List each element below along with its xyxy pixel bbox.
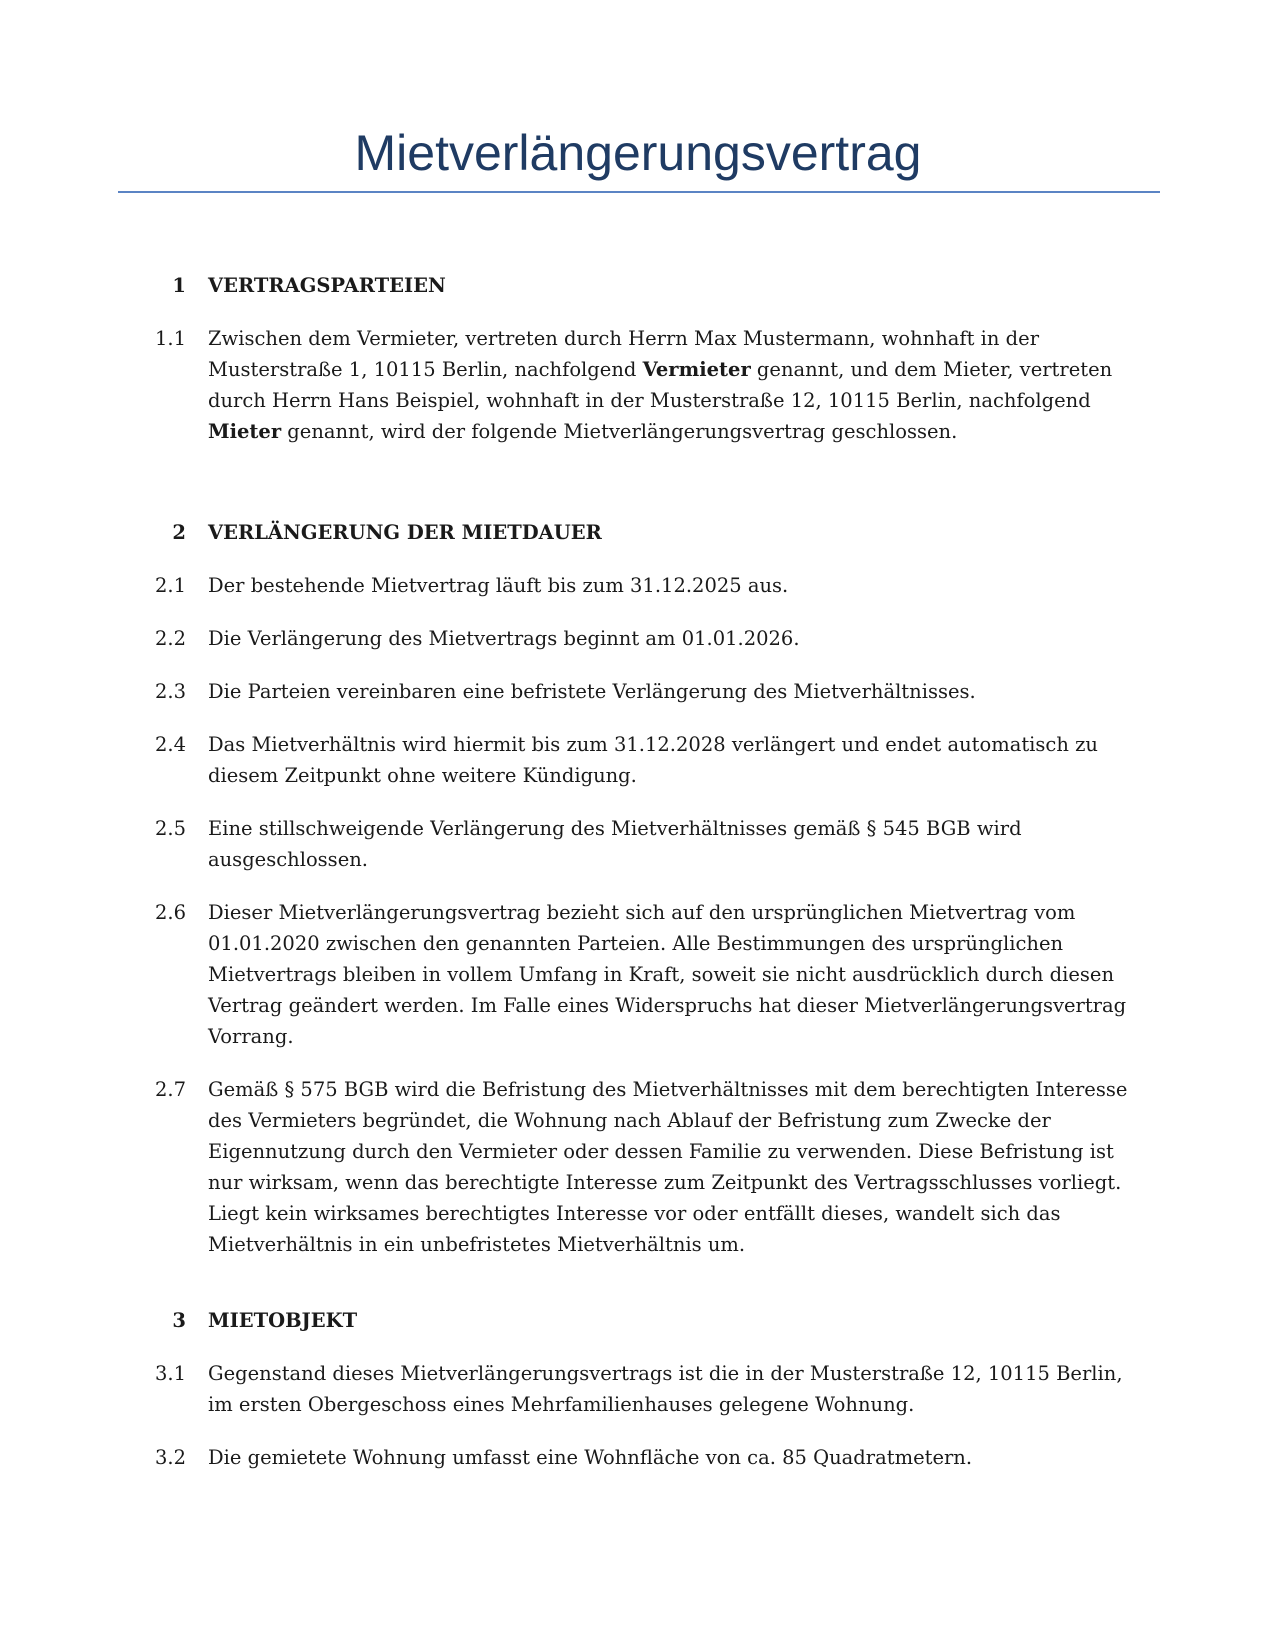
clause-3-2 [0,1442,1275,1473]
section-number: 2 [172,521,186,544]
clause-text: Zwischen dem Vermieter, vertreten durch Herrn Max Mustermann, wohnhaft in der Musterstraße 1, 10115 Berlin, nachfolgend Vermieter genannt, und dem Mieter, vertreten durch Herrn Hans Beispiel, wohnhaft in der Musterstraße 12, 10115 Berlin, nachfolgend Mieter genannt, wird der folgende Mietverlängerungsvertrag geschlossen. [208,327,1113,443]
section-title: MIETOBJEKT [208,1309,358,1332]
clause-1-1 [0,323,1275,447]
section-heading [0,271,1275,301]
clause-text: Der bestehende Mietvertrag läuft bis zum 31.12.2025 aus. [208,574,789,597]
clause-number: 2.7 [154,1078,186,1101]
clause-2-6 [0,897,1275,1052]
clause-text: Dieser Mietverlängerungsvertrag bezieht sich auf den ursprünglichen Mietvertrag vom 01.01.2020 zwischen den genannten Parteien. Alle Bestimmungen des ursprünglichen Mietvertrags bleiben in vollem Umfang in Kraft, soweit sie nicht ausdrücklich durch diesen Vertrag geändert werden. Im Falle eines Widerspruchs hat dieser Mietverlängerungsvertrag Vorrang. [208,901,1127,1048]
clause-2-4 [0,729,1275,791]
clause-2-3 [0,676,1275,707]
clause-text: Eine stillschweigende Verlängerung des Mietverhältnisses gemäß § 545 BGB wird ausgeschlossen. [208,817,1022,871]
section-mietobjekt [0,1306,1275,1473]
section-number: 3 [172,1309,186,1332]
clause-number: 2.2 [154,627,186,650]
clause-2-1 [0,570,1275,601]
clause-text: Die Verlängerung des Mietvertrags beginnt am 01.01.2026. [208,627,800,650]
clause-text: Gegenstand dieses Mietverlängerungsvertrags ist die in der Musterstraße 12, 10115 Berlin, im ersten Obergeschoss eines Mehrfamilienhauses gelegene Wohnung. [208,1362,1123,1416]
clause-number: 2.5 [154,817,186,840]
clause-number: 3.1 [154,1362,186,1385]
clause-number: 1.1 [154,327,186,350]
clause-number: 2.1 [154,574,186,597]
title-divider [118,191,1160,193]
clause-text: Die Parteien vereinbaren eine befristete Verlängerung des Mietverhältnisses. [208,680,976,703]
clause-2-5 [0,813,1275,875]
section-verlaengerung [0,518,1275,1260]
clause-text: Die gemietete Wohnung umfasst eine Wohnfläche von ca. 85 Quadratmetern. [208,1446,973,1469]
section-heading [0,1306,1275,1336]
section-title: VERLÄNGERUNG DER MIETDAUER [208,521,602,544]
clause-number: 2.4 [154,733,186,756]
clause-text: Gemäß § 575 BGB wird die Befristung des Mietverhältnisses mit dem berechtigten Interesse des Vermieters begründet, die Wohnung nach Ablauf der Befristung zum Zwecke der Eigennutzung durch den Vermieter oder dessen Familie zu verwenden. Diese Befristung ist nur wirksam, wenn das berechtigte Interesse zum Zeitpunkt des Vertragsschlusses vorliegt. Liegt kein wirksames berechtigtes Interesse vor oder entfällt dieses, wandelt sich das Mietverhältnis in ein unbefristetes Mietverhältnis um. [208,1078,1128,1256]
section-heading [0,518,1275,548]
term-vermieter: Vermieter [642,358,751,381]
clause-number: 2.6 [154,901,186,924]
clause-3-1 [0,1358,1275,1420]
clause-number: 3.2 [154,1446,186,1469]
section-number: 1 [172,274,186,297]
section-title: VERTRAGSPARTEIEN [208,274,446,297]
document-title: Mietverlängerungsvertrag [354,125,922,181]
clause-number: 2.3 [154,680,186,703]
clause-2-7 [0,1074,1275,1260]
section-vertragsparteien [0,271,1275,447]
term-mieter: Mieter [208,420,282,443]
clause-2-2 [0,623,1275,654]
clause-text: Das Mietverhältnis wird hiermit bis zum 31.12.2028 verlängert und endet automatisch zu diesem Zeitpunkt ohne weitere Kündigung. [208,733,1098,787]
